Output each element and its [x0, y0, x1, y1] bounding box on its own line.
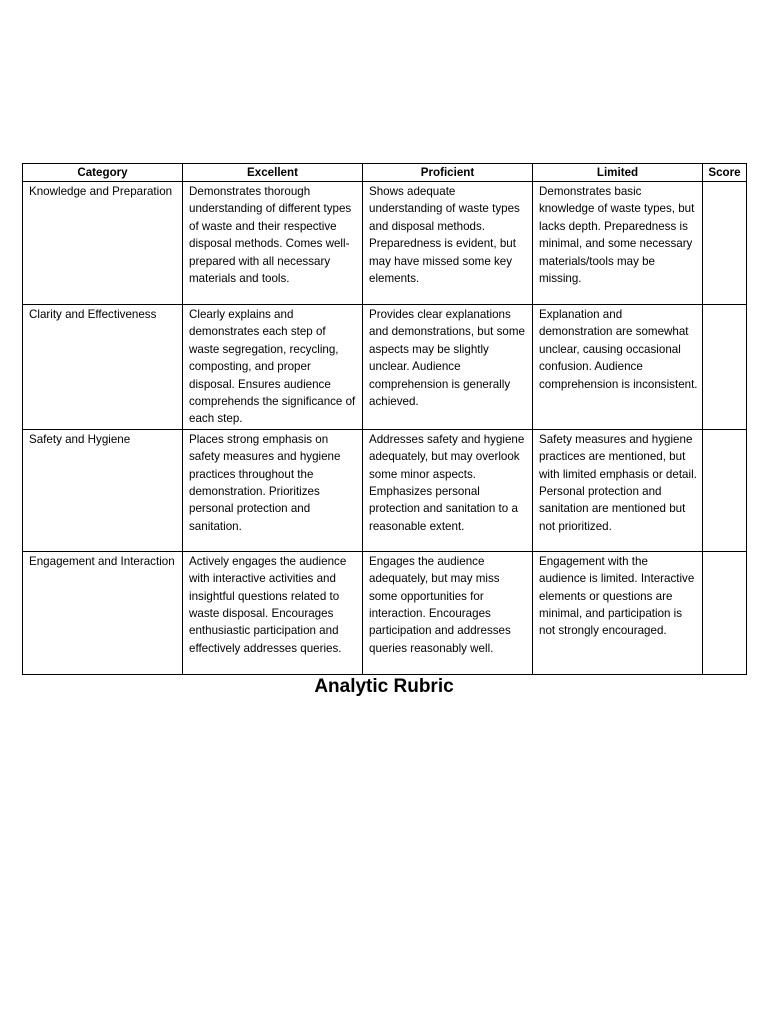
proficient-cell: Shows adequate understanding of waste types and disposal methods. Preparedness is evident, but may have missed some key elements.	[363, 182, 533, 305]
category-cell: Clarity and Effectiveness	[23, 305, 183, 430]
table-row	[23, 305, 747, 430]
score-cell	[703, 429, 747, 551]
proficient-cell: Addresses safety and hygiene adequately, but may overlook some minor aspects. Emphasizes personal protection and sanitation to a reasonable extent.	[363, 429, 533, 551]
excellent-cell: Demonstrates thorough understanding of different types of waste and their respective disposal methods. Comes well-prepared with all necessary materials and tools.	[183, 182, 363, 305]
excellent-cell: Places strong emphasis on safety measures and hygiene practices throughout the demonstration. Prioritizes personal protection and sanitation.	[183, 429, 363, 551]
table-row	[23, 551, 747, 674]
score-cell	[703, 551, 747, 674]
limited-cell: Engagement with the audience is limited. Interactive elements or questions are minimal, and participation is not strongly encouraged.	[533, 551, 703, 674]
table-row	[23, 182, 747, 305]
excellent-cell: Clearly explains and demonstrates each step of waste segregation, recycling, composting, and proper disposal. Ensures audience comprehends the significance of each step.	[183, 305, 363, 430]
header-proficient: Proficient	[363, 164, 533, 182]
header-category: Category	[23, 164, 183, 182]
proficient-cell: Provides clear explanations and demonstrations, but some aspects may be slightly unclear. Audience comprehension is generally achieved.	[363, 305, 533, 430]
score-cell	[703, 305, 747, 430]
page-title: Analytic Rubric	[314, 676, 454, 697]
category-cell: Safety and Hygiene	[23, 429, 183, 551]
category-cell: Engagement and Interaction	[23, 551, 183, 674]
header-score: Score	[703, 164, 747, 182]
table-header-row	[23, 164, 747, 182]
header-excellent: Excellent	[183, 164, 363, 182]
score-cell	[703, 182, 747, 305]
table-row	[23, 429, 747, 551]
proficient-cell: Engages the audience adequately, but may miss some opportunities for interaction. Encourages participation and addresses queries reasonably well.	[363, 551, 533, 674]
limited-cell: Explanation and demonstration are somewhat unclear, causing occasional confusion. Audience comprehension is inconsistent.	[533, 305, 703, 430]
limited-cell: Demonstrates basic knowledge of waste types, but lacks depth. Preparedness is minimal, and some necessary materials/tools may be missing.	[533, 182, 703, 305]
rubric-table	[22, 163, 747, 675]
header-limited: Limited	[533, 164, 703, 182]
category-cell: Knowledge and Preparation	[23, 182, 183, 305]
excellent-cell: Actively engages the audience with interactive activities and insightful questions related to waste disposal. Encourages enthusiastic participation and effectively addresses queries.	[183, 551, 363, 674]
limited-cell: Safety measures and hygiene practices are mentioned, but with limited emphasis or detail. Personal protection and sanitation are mentioned but not prioritized.	[533, 429, 703, 551]
